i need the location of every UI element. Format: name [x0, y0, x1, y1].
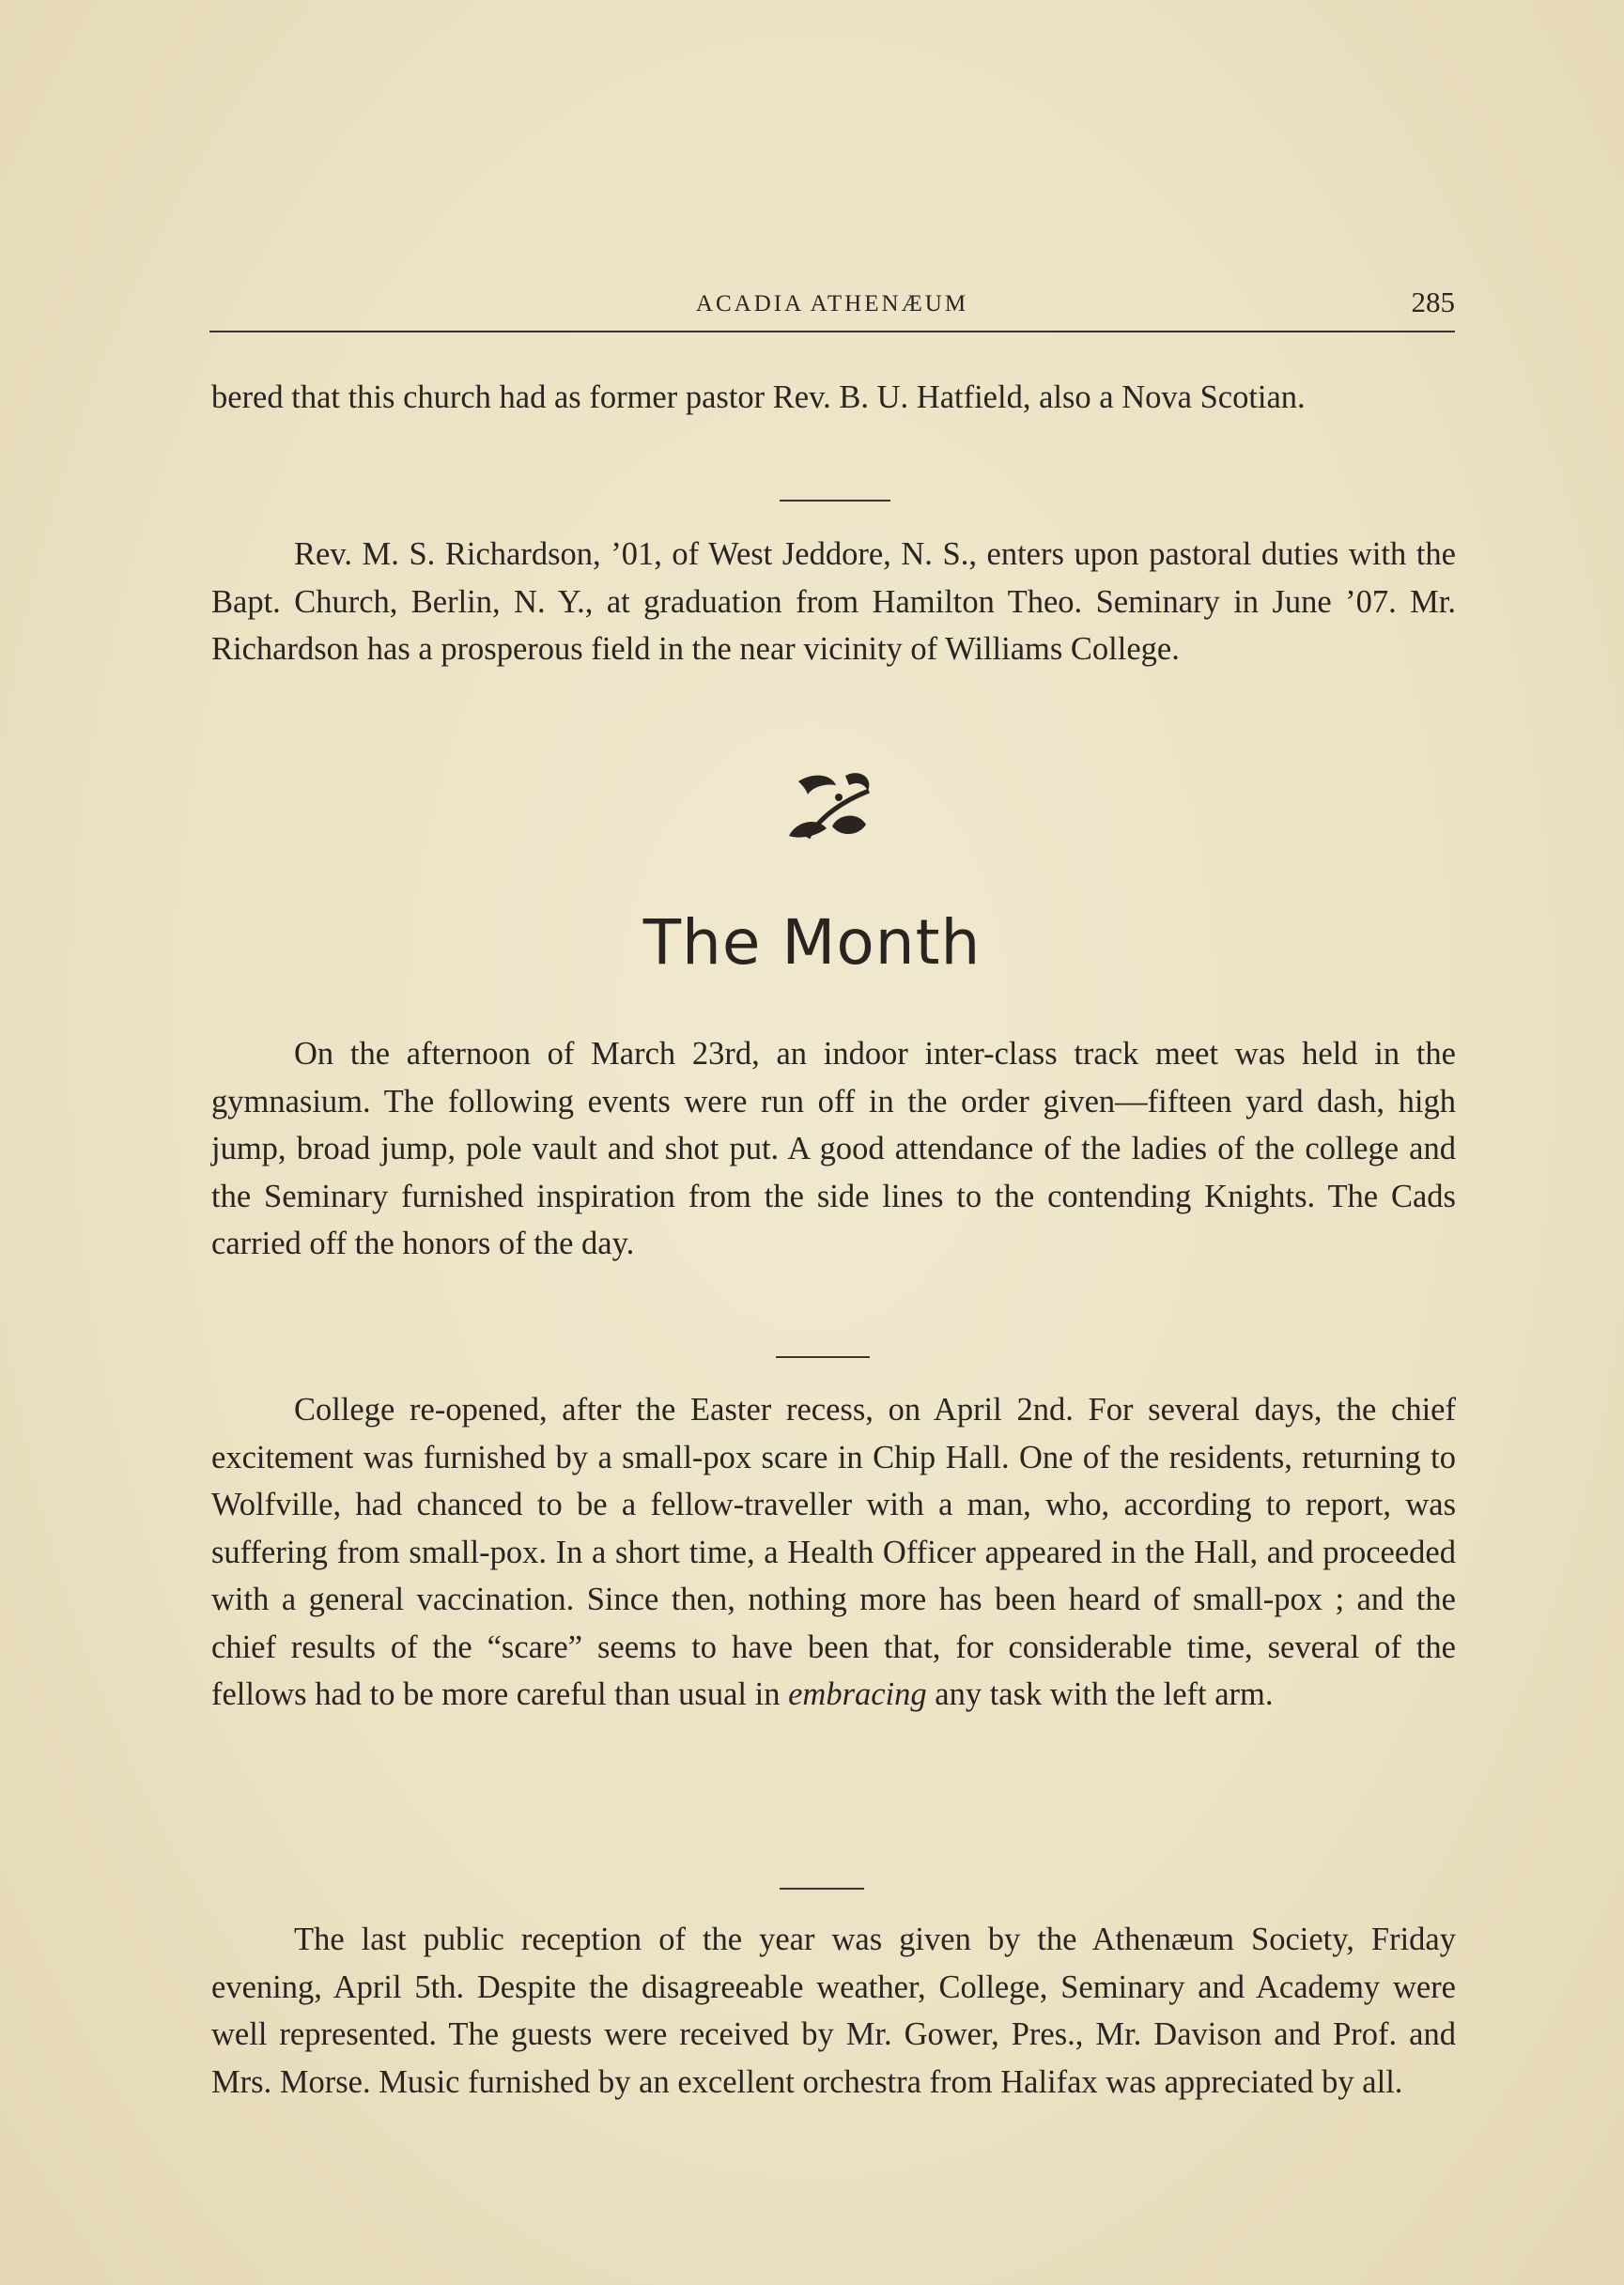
paragraph-small-pox: [211, 1386, 1456, 1719]
header-rule: [209, 331, 1455, 332]
paragraph-track-meet: [211, 1030, 1456, 1268]
page-header: [209, 282, 1455, 338]
page-number: 285: [1411, 286, 1455, 318]
section-title: The Month: [642, 906, 982, 979]
paragraph-text: Rev. M. S. Richardson, ’01, of West Jeddore, N. S., enters upon pastoral duties with the Bapt. Church, Berlin, N. Y., at graduation from Hamilton Theo. Seminary in June ’07. Mr. Richardson has a prosperous field in the near vicinity of Williams College.: [211, 536, 1456, 667]
paragraph-continued: [211, 374, 1456, 422]
paragraph-text-part: College re-opened, after the Easter recess, on April 2nd. For several days, the chief excitement was furnished by a small-pox scare in Chip Hall. One of the residents, returning to Wolfville, had chanced to be a fellow-traveller with a man, who, according to report, was suffering from small-pox. In a short time, a Health Officer appeared in the Hall, and proceeded with a general vaccination. Since then, nothing more has been heard of small-pox ; and the chief results of the “scare” seems to have been that, for considerable time, several of the fellows had to be more careful than usual in: [211, 1392, 1456, 1712]
separator-rule: [780, 500, 890, 502]
paragraph-text: On the afternoon of March 23rd, an indoor inter-class track meet was held in the gymnasium. The following events were run off in the order given—fifteen yard dash, high jump, broad jump, pole vault and shot put. A good attendance of the ladies of the college and the Seminary furnished inspiration from the side lines to the contending Knights. The Cads carried off the honors of the day.: [211, 1036, 1456, 1261]
paragraph-reception: [211, 1916, 1456, 2106]
fleuron-ornament-icon: [780, 763, 883, 847]
separator-rule: [780, 1888, 864, 1890]
running-head: ACADIA ATHENÆUM: [695, 291, 969, 317]
paragraph-richardson: [211, 531, 1456, 673]
separator-rule: [776, 1356, 870, 1358]
italic-word: embracing: [788, 1676, 927, 1712]
paragraph-text: [211, 1386, 1456, 1719]
paragraph-text-part: any task with the left arm.: [926, 1676, 1274, 1712]
paragraph-text: bered that this church had as former pastor Rev. B. U. Hatfield, also a Nova Scotian.: [211, 379, 1306, 415]
paragraph-text: The last public reception of the year was given by the Athenæum Society, Friday evening, April 5th. Despite the disagreeable weather, College, Seminary and Academy were well represented. The guests were received by Mr. Gower, Pres., Mr. Davison and Prof. and Mrs. Morse. Music furnished by an excellent orchestra from Halifax was appreciated by all.: [211, 1922, 1456, 2100]
